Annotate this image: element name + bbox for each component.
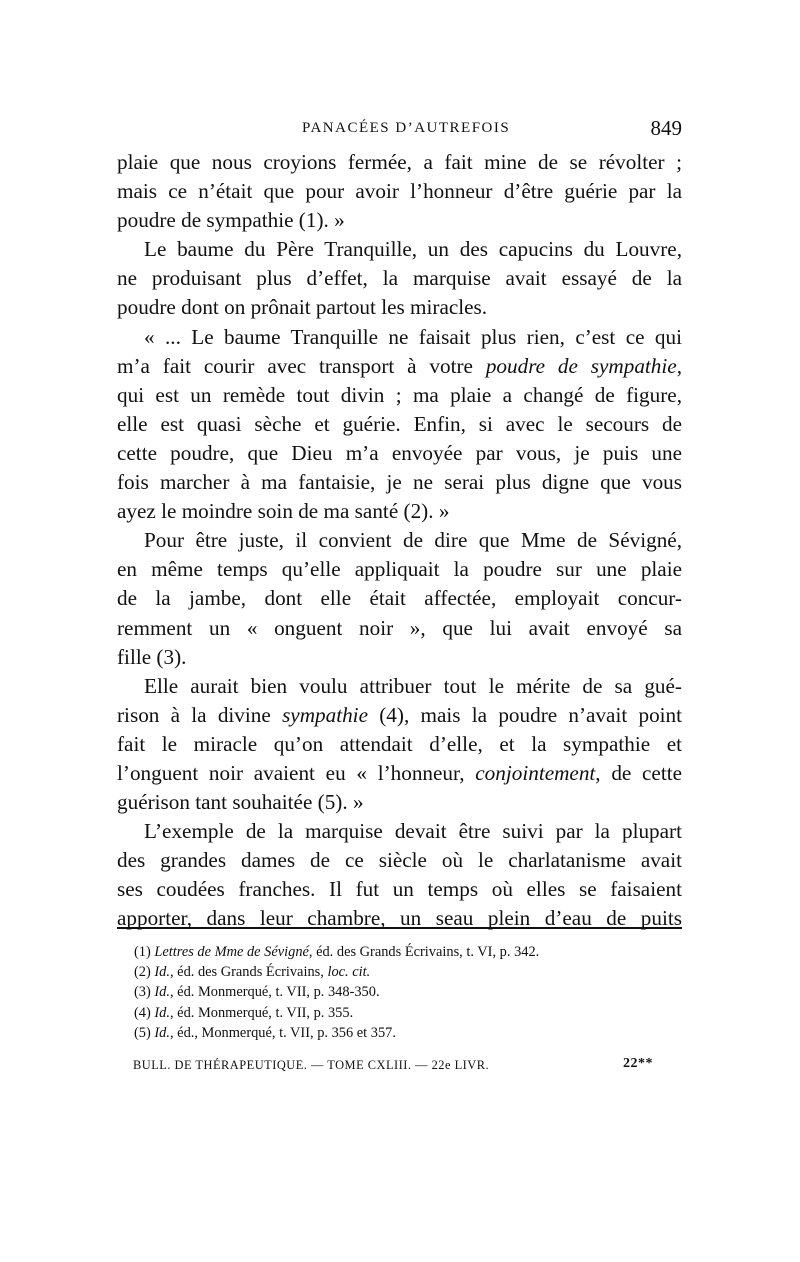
body-line: de la jambe, dont elle était affectée, employait concur-	[117, 586, 682, 611]
body-line: « ... Le baume Tranquille ne faisait plus rien, c’est ce qui	[144, 324, 682, 349]
footnote-text: , éd. Monmerqué, t. VII, p. 348-350.	[169, 984, 380, 1001]
body-line: m’a fait courir avec transport à votre poudre de sympathie,	[117, 353, 682, 378]
page-number: 849	[650, 116, 682, 140]
body-line: Pour être juste, il convient de dire que Mme de Sévigné,	[144, 528, 682, 553]
body-line: des grandes dames de ce siècle où le charlatanisme avait	[117, 848, 682, 873]
body-line: ne produisant plus d’effet, la marquise avait essayé de la	[117, 266, 682, 291]
footnote	[117, 962, 682, 982]
footnote-title: Id.	[154, 984, 170, 1001]
body-line: ses coudées franches. Il fut un temps où elles se faisaient	[117, 877, 682, 902]
footnote-title: Lettres de Mme de Sévigné	[154, 944, 309, 960]
footnote-number: (4)	[134, 1004, 151, 1021]
body-line-text: l’onguent noir avaient eu « l’honneur,	[117, 760, 465, 785]
body-line: plaie que nous croyions fermée, a fait mine de se révolter ;	[117, 150, 682, 174]
body-line: fille (3).	[117, 644, 187, 669]
body-line-text: rison à la divine	[117, 702, 271, 727]
body-line: apporter, dans leur chambre, un seau plein d’eau de puits	[117, 906, 682, 931]
footnote-title: Id.	[154, 1024, 170, 1041]
footnote-number: (5)	[134, 1024, 151, 1041]
signature-mark: 22**	[623, 1056, 653, 1071]
running-header	[117, 116, 682, 144]
footnote	[117, 1023, 682, 1043]
journal-reference: BULL. DE THÉRAPEUTIQUE. — TOME CXLIII. — 22e LIVR.	[133, 1058, 490, 1072]
footnote-number: (1)	[134, 944, 151, 960]
footnote	[117, 942, 682, 962]
footnote	[117, 1003, 682, 1023]
body-line: cette poudre, que Dieu m’a envoyée par vous, je puis une	[117, 440, 682, 465]
running-title: PANACÉES D’AUTREFOIS	[302, 120, 511, 136]
body-line: fois marcher à ma fantaisie, je ne serai plus digne que vous	[117, 470, 682, 495]
body-line	[117, 701, 682, 730]
body-line: poudre dont on prônait partout les miracles.	[117, 295, 488, 320]
body-line: en même temps qu’elle appliquait la poudre sur une plaie	[117, 557, 682, 582]
italic-phrase: sympathie	[282, 702, 368, 727]
footnote-title: Id.	[154, 964, 170, 981]
footnote-title: loc. cit.	[327, 964, 371, 981]
body-line: mais ce n’était que pour avoir l’honneur d’être guérie par la	[117, 179, 682, 204]
footnote-divider	[117, 927, 682, 929]
body-line: L’exemple de la marquise devait être suivi par la plupart	[144, 819, 682, 844]
footnote-number: (3)	[134, 984, 151, 1001]
body-line-text: (4), mais la poudre n’avait point	[379, 702, 683, 727]
body-line: poudre de sympathie (1). »	[117, 208, 345, 233]
body-line: ayez le moindre soin de ma santé (2). »	[117, 499, 450, 524]
italic-phrase: conjointement	[475, 760, 596, 785]
body-line: remment un « onguent noir », que lui avait envoyé sa	[117, 615, 682, 640]
body-line: qui est un remède tout divin ; ma plaie a changé de figure,	[117, 382, 682, 407]
body-line: Le baume du Père Tranquille, un des capucins du Louvre,	[144, 237, 682, 262]
footnote	[117, 982, 682, 1002]
body-text	[117, 148, 682, 934]
body-line: fait le miracle qu’on attendait d’elle, et la sympathie et	[117, 731, 682, 756]
footnote-text: , éd. des Grands Écrivains,	[169, 964, 328, 981]
footnote-text: , éd. des Grands Écrivains, t. VI, p. 342.	[308, 944, 540, 960]
body-line: guérison tant souhaitée (5). »	[117, 790, 364, 815]
body-line: elle est quasi sèche et guérie. Enfin, si avec le secours de	[117, 411, 682, 436]
body-line-text: m’a fait courir avec transport à votre	[117, 353, 473, 378]
footnotes	[117, 942, 682, 1043]
italic-phrase: poudre de sympathie	[485, 353, 677, 378]
footnote-text: , éd. Monmerqué, t. VII, p. 355.	[169, 1004, 354, 1021]
footnote-number: (2)	[134, 964, 151, 981]
footnote-text: , éd., Monmerqué, t. VII, p. 356 et 357.	[169, 1024, 396, 1041]
page-footer	[133, 1058, 653, 1078]
body-line-text: , de cette	[595, 760, 683, 785]
body-line	[117, 759, 682, 788]
body-line: Elle aurait bien voulu attribuer tout le mérite de sa gué-	[144, 673, 682, 698]
footnote-title: Id.	[154, 1004, 170, 1021]
